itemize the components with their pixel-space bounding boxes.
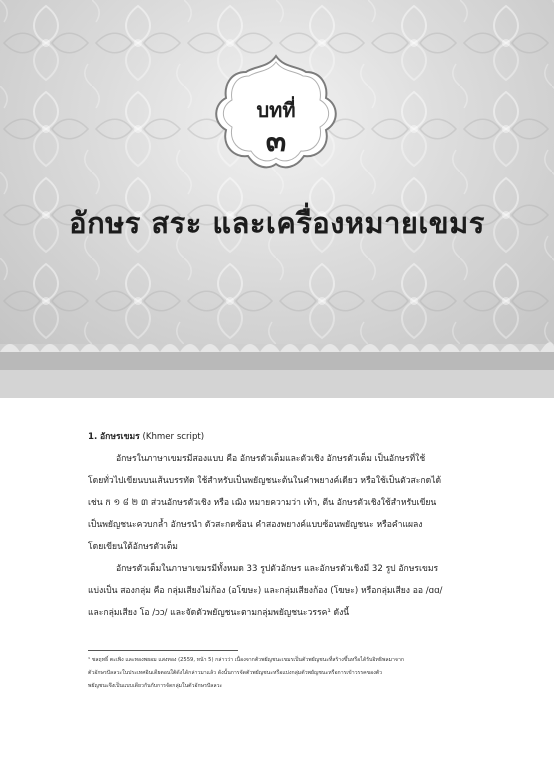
chapter-number: ๓ xyxy=(265,124,287,159)
footnote xyxy=(88,654,478,693)
paragraph-line: และกลุ่มเสียง โอ /ɔɔ/ และจัดตัวพยัญชนะตามกลุ่มพยัญชนะวรรค¹ ดังนี้ xyxy=(88,608,350,618)
paragraph-line: โดยเขียนใต้อักษรตัวเต็ม xyxy=(88,542,178,552)
chapter-title: อักษร สระ และเครื่องหมายเขมร xyxy=(69,206,485,240)
paragraph-line: โดยทั่วไปเขียนบนเส้นบรรทัด ใช้สำหรับเป็นพยัญชนะต้นในคำพยางค์เดียว หรือใช้เป็นตัวสะกดได้ xyxy=(88,476,442,486)
chapter-label: บทที่ xyxy=(256,98,296,122)
paragraph-line: อักษรในภาษาเขมรมีสองแบบ คือ อักษรตัวเต็มและตัวเชิง อักษรตัวเต็ม เป็นอักษรที่ใช้ xyxy=(116,454,426,464)
section-title-english: (Khmer script) xyxy=(142,432,205,442)
paragraph-1 xyxy=(88,448,468,558)
footnote-separator xyxy=(88,650,238,651)
section-title: อักษรเขมร xyxy=(99,432,140,442)
footnote-line: ตัวอักษรปัลลวะในประเทศอินเดียตอนใต้ดังได้กล่าวมาแล้ว ดังนั้นการจัดตัวพยัญชนะหรือแบ่งกลุ่มตัวพยัญชนะหรือการเข้าวรรคของตัว xyxy=(88,670,383,676)
footnote-line: พยัญชนะจึงเป็นแบบเดียวกันกับการจัดกลุ่มในตัวอักษรปัลลวะ xyxy=(88,683,223,689)
section-number: 1. xyxy=(88,432,98,442)
paragraph-line: แบ่งเป็น สองกลุ่ม คือ กลุ่มเสียงไม่ก้อง (อโฆษะ) และกลุ่มเสียงก้อง (โฆษะ) หรือกลุ่มเสียง ออ /ɑɑ/ xyxy=(88,586,443,596)
section-heading xyxy=(88,426,468,448)
chapter-banner xyxy=(0,0,554,345)
body-text xyxy=(88,426,468,624)
paragraph-line: เป็นพยัญชนะควบกล้ำ อักษรนำ ตัวสะกดซ้อน คำสองพยางค์แบบซ้อนพยัญชนะ หรือคำแผลง xyxy=(88,520,423,530)
chapter-badge xyxy=(210,52,342,174)
paragraph-line: อักษรตัวเต็มในภาษาเขมรมีทั้งหมด 33 รูปตัวอักษร และอักษรตัวเชิงมี 32 รูป อักษรเขมร xyxy=(116,564,439,574)
footnote-line: ¹ ชลฤทธิ์ ตะเพิง และทองพยอม แสงทอง (2559, หน้า 5) กล่าวว่า เนื่องจากตัวพยัญชนะเขมรเป็นตัวพยัญชนะที่สร้างขึ้นหรือได้รับอิทธิพลมาจาก xyxy=(88,657,404,663)
banner-stripe-light xyxy=(0,370,554,398)
paragraph-2 xyxy=(88,558,468,624)
paragraph-line: เช่น ក ១ ៨ ២ ៣ ส่วนอักษรตัวเชิง หรือ เฌิง หมายความว่า เท้า, ตีน อักษรตัวเชิงใช้สำหรับเขียน xyxy=(88,498,437,508)
banner-stripe-dark xyxy=(0,352,554,370)
